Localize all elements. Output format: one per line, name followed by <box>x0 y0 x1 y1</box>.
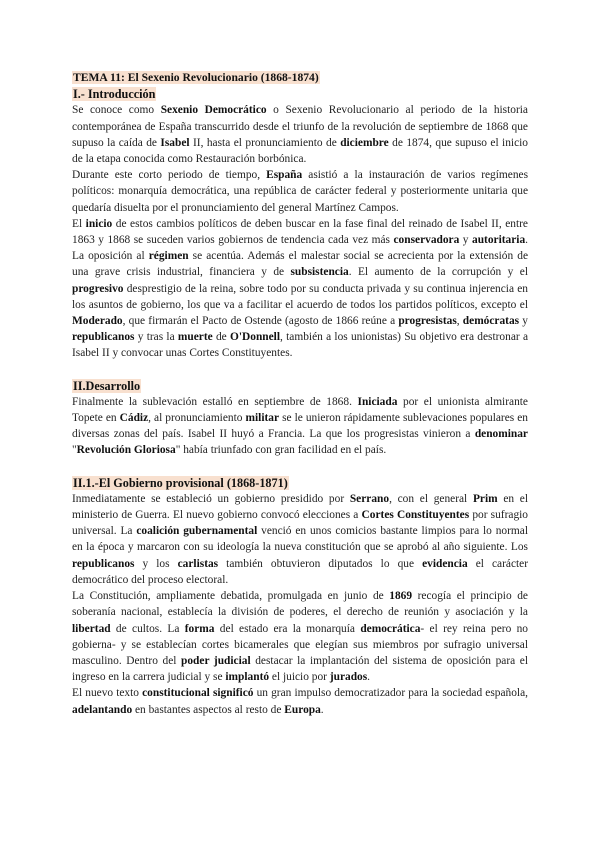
bold-run: 1869 <box>389 590 413 603</box>
text-run: II, hasta el pronunciamiento de <box>189 136 341 149</box>
bold-run: poder judicial <box>181 654 251 667</box>
bold-run: evidencia <box>422 557 468 570</box>
text-run: , también a los unionistas) Su objetivo era destronar a Isabel II y convocar unas Cortes Constituyentes. <box>72 331 528 360</box>
text-run: el juicio por <box>269 671 330 684</box>
bold-run: progresivo <box>72 282 124 295</box>
text-run: en bastantes aspectos al resto de <box>132 703 285 716</box>
bold-run: republicanos <box>72 331 135 344</box>
text-run: un gran impulso democratizador para la sociedad española, <box>253 687 528 700</box>
bold-run: Isabel <box>160 136 190 149</box>
bold-run: Iniciada <box>357 395 398 408</box>
bold-run: jurados <box>329 671 368 684</box>
bold-run: Europa <box>284 703 321 716</box>
blank-line <box>72 362 528 378</box>
bold-run: republicanos <box>72 557 135 570</box>
text-run: en el ministerio de Guerra. El nuevo gobierno convocó elecciones a <box>72 492 528 522</box>
bold-run: Moderado <box>72 315 123 328</box>
text-run: por sufragio universal. La <box>72 509 529 538</box>
bold-run: conservadora <box>393 234 460 247</box>
bold-run: Prim <box>472 492 498 505</box>
paragraph <box>72 394 528 459</box>
text-run: de <box>212 331 230 344</box>
paragraph <box>72 685 528 717</box>
bold-run: régimen <box>148 250 189 263</box>
paragraph <box>72 102 528 167</box>
text-run: " había triunfado con gran facilidad en el país. <box>175 444 387 457</box>
bold-run: autoritaria <box>472 234 526 247</box>
text-run: El <box>72 217 86 230</box>
section-heading-desarrollo <box>72 378 528 394</box>
bold-run: O'Donnell <box>230 331 281 344</box>
bold-run: constitucional significó <box>142 687 254 700</box>
text-run: desprestigio de la reina, sobre todo por su conducta privada y su continua injerencia en los asuntos de gobierno, los que va a facilitar el acuerdo de todos los partidos políticos, excepto el <box>72 282 528 311</box>
text-run: se le unieron rápidamente sublevaciones populares en diversas zonas del país. Isabel II huyó a Francia. La que los progresistas vinieron a <box>72 412 528 441</box>
bold-run: diciembre <box>340 136 389 149</box>
text-run: de cultos. La <box>110 622 185 635</box>
heading-text: II.1.-El Gobierno provisional (1868-1871) <box>73 475 288 490</box>
document-title <box>72 70 528 86</box>
text-run: o Sexenio Revolucionario al periodo de la historia contemporánea de España transcurrido desde el triunfo de la revolución de septiembre de 1868 que supuso la caída de <box>72 104 528 149</box>
text-run: - el rey reina pero no gobierna- y se establecían cortes bicamerales que elegían sus miembros por sufragio universal masculino. Dentro del <box>72 622 528 667</box>
bold-run: progresistas <box>398 315 457 328</box>
text-run: . El aumento de la corrupción y el <box>348 266 528 279</box>
heading-text: I.- Introducción <box>73 87 156 102</box>
paragraph <box>72 216 528 362</box>
bold-run: adelantando <box>72 703 133 716</box>
title-text: TEMA 11: El Sexenio Revolucionario (1868-1874) <box>73 71 319 84</box>
text-run: y <box>519 315 528 328</box>
text-run: . La oposición al <box>72 234 529 263</box>
bold-run: libertad <box>72 622 111 635</box>
text-run: Finalmente la sublevación estalló en septiembre de 1868. <box>72 395 358 408</box>
text-run: Se conoce como <box>72 104 161 117</box>
text-run: El nuevo texto <box>72 687 143 700</box>
bold-run: Revolución Gloriosa <box>76 444 176 457</box>
text-run: La Constitución, ampliamente debatida, promulgada en junio de <box>72 590 390 603</box>
text-run: Inmediatamente se estableció un gobierno presidido por <box>72 492 350 505</box>
text-run: y tras la <box>134 331 178 344</box>
bold-run: muerte <box>177 331 213 344</box>
text-run: por el unionista almirante Topete en <box>72 395 528 425</box>
paragraph <box>72 491 528 588</box>
section-heading-gobierno <box>72 475 528 491</box>
text-run: , con el general <box>389 492 473 505</box>
text-run: y <box>459 234 472 247</box>
bold-run: España <box>266 169 303 182</box>
text-run: de 1874, que supuso el inicio de la etapa conocida como Restauración borbónica. <box>72 136 528 166</box>
section-heading-intro <box>72 86 528 102</box>
bold-run: inicio <box>85 217 113 230</box>
document-page <box>72 70 528 718</box>
text-run: , <box>456 315 463 328</box>
text-run: asistió a la instauración de varios regímenes políticos: monarquía democrática, una república de carácter federal y posteriormente unitaria que quedaría disuelta por el pronunciamiento del general Martínez Campos. <box>72 169 529 214</box>
text-run: destacar la implantación del sistema de oposición para el ingreso en la carrera judicial y se <box>72 654 529 684</box>
bold-run: coalición gubernamental <box>136 525 258 538</box>
text-run: , que firmarán el Pacto de Ostende (agosto de 1866 reúne a <box>122 315 399 328</box>
bold-run: demócratas <box>462 315 520 328</box>
text-run: . <box>367 671 371 684</box>
text-run: también obtuvieron diputados lo que <box>218 557 423 570</box>
bold-run: Cádiz <box>119 412 149 425</box>
bold-run: forma <box>184 622 215 635</box>
bold-run: Sexenio Democrático <box>160 104 267 117</box>
bold-run: Cortes Constituyentes <box>361 509 470 522</box>
text-run: recogía el principio de soberanía nacional, establecía la división de poderes, el derecho de reunión y asociación y la <box>72 590 528 619</box>
text-run: el carácter democrático del proceso electoral. <box>72 557 529 586</box>
bold-run: denominar <box>474 428 528 441</box>
text-run: del estado era la monarquía <box>214 622 361 635</box>
text-run: . <box>320 703 324 716</box>
bold-run: democrática <box>360 622 421 635</box>
bold-run: subsistencia <box>290 266 349 279</box>
text-run: Durante este corto periodo de tiempo, <box>72 169 267 182</box>
text-run: y los <box>134 557 178 570</box>
bold-run: implantó <box>225 671 270 684</box>
bold-run: Serrano <box>349 492 390 505</box>
text-run: " <box>72 444 77 457</box>
text-run: se acentúa. Además el malestar social se acrecienta por la extensión de una grave crisis industrial, financiera y de <box>72 250 528 279</box>
text-run: de estos cambios políticos de deben buscar en la fase final del reinado de Isabel II, entre 1863 y 1868 se suceden varios gobiernos de tendencia cada vez más <box>72 217 528 247</box>
blank-line <box>72 459 528 475</box>
heading-text: II.Desarrollo <box>73 378 141 393</box>
text-run: , al pronunciamiento <box>148 412 246 425</box>
text-run: venció en unos comicios bastante limpios para lo normal en la época y marcaron con su ideología la nueva constitución que se aprobó al año siguiente. Los <box>72 525 529 554</box>
paragraph <box>72 167 528 216</box>
bold-run: carlistas <box>177 557 219 570</box>
bold-run: militar <box>245 412 280 425</box>
paragraph <box>72 588 528 685</box>
